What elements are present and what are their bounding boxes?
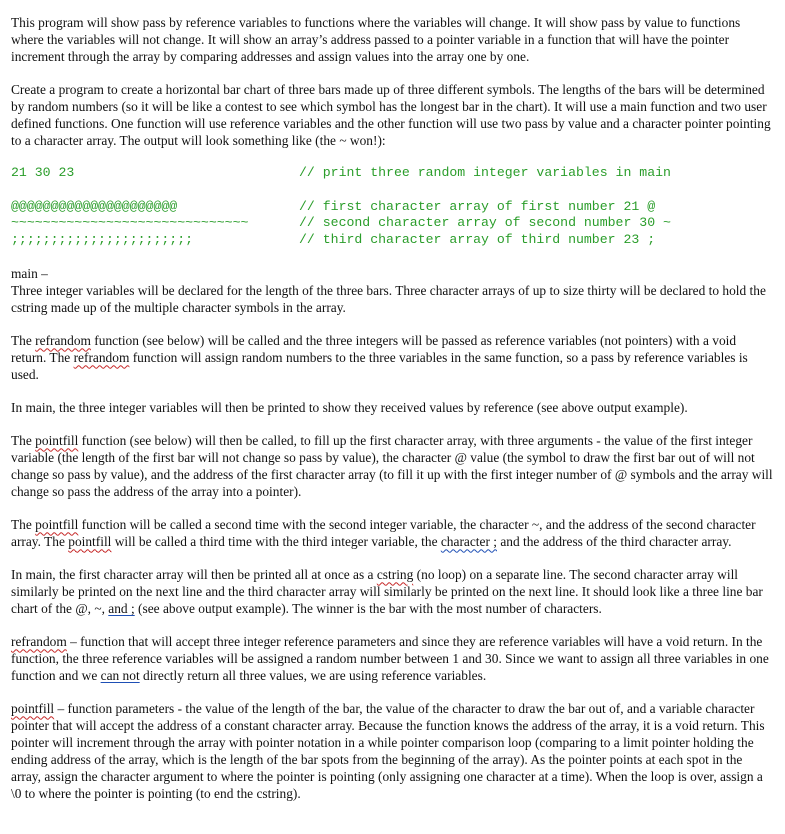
spell-flag: cstring [376,567,414,583]
random-numbers: 21 30 23 [11,165,75,180]
spell-flag: refrandom [35,333,91,349]
spell-flag: pointfill [35,433,79,449]
spell-flag: refrandom [11,634,67,650]
code-line-numbers [11,165,773,182]
pointfill-second-call-paragraph: The pointfill function will be called a second time with the second integer variable, the character ~, and the address of the second character array. The pointfill will be called a third time with the third integer variable, the character ; and the address of the third character array. [11,517,756,550]
output-example [11,165,773,248]
document-body [11,14,773,818]
grammar-flag: character ; [440,534,497,550]
bar-tilde: ~~~~~~~~~~~~~~~~~~~~~~~~~~~~~~ [11,215,249,231]
pointfill-definition: pointfill – function parameters - the value of the length of the bar, the value of the character to draw the bar out of, and a variable character pointer that will accept the address of a constant character array. Because the function knows the address of the array, it is a void return. This pointer will increment through the array with pointer notation in a while pointer comparison loop (comparing to a limit pointer holding the ending address of the array, which is the length of the bar spots from the beginning of the array). As the pointer points at each spot in the array, assign the character argument to where the pointer is pointing (only assigning one character at a time). When the loop is over, assign a \0 to where the pointer is pointing (to end the cstring). [11,701,765,802]
bar-at: @@@@@@@@@@@@@@@@@@@@@ [11,198,178,214]
grammar-flag: and ; [108,601,135,617]
grammar-flag: can not [100,668,140,684]
pointfill-first-call-paragraph: The pointfill function (see below) will then be called, to fill up the first character array, with three arguments - the value of the first integer variable (the length of the first bar will not change so pass by value), the character @ value (the symbol to draw the first bar out of will not change so pass by value), and the address of the first character array (to fill it up with the first integer number of @ symbols and the array will change so pass the address of the array into a pointer). [11,433,773,500]
main-paragraph: Three integer variables will be declared for the length of the three bars. Three character arrays of up to size thirty will be declared to hold the cstring made up of the multiple character symbols in the array. [11,283,766,316]
code-comment: // print three random integer variables in main [299,165,671,180]
code-comment: // first character array of first number 21 @ [299,198,656,214]
spell-flag: pointfill [68,534,112,550]
refrandom-definition: refrandom – function that will accept three integer reference parameters and since they are reference variables will have a void return. In the function, the three reference variables will be assigned a random number between 1 and 30. Since we want to assign all three variables in one function and we can not directly return all three values, we are using reference variables. [11,634,769,684]
spell-flag: pointfill [35,517,79,533]
code-comment: // third character array of third number 23 ; [299,231,656,247]
refrandom-call-paragraph: The refrandom function (see below) will be called and the three integers will be passed as reference variables (not pointers) with a void return. The refrandom function will assign random numbers to the three variables in the same function, so a pass by reference variables is used. [11,333,748,383]
intro-paragraph: This program will show pass by reference variables to functions where the variables will change. It will show pass by value to functions where the variables will not change. It will show an array’s address passed to a pointer variable in a function that will have the pointer increment through the array by comparing addresses and assign values into the array one by one. [11,15,741,64]
code-line-bar-tilde [11,215,773,232]
task-paragraph: Create a program to create a horizontal bar chart of three bars made up of three different symbols. The lengths of the bars will be determined by random numbers (so it will be like a contest to see which symbol has the longest bar in the chart). It will use a main function and two user defined functions. One function will use reference variables and the other function will use two pass by value and a character pointer pointing to a character array. The output will look something like (the ~ won!): [11,82,771,148]
print-paragraph: In main, the three integer variables will then be printed to show they received values by reference (see above output example). [11,400,688,416]
code-comment: // second character array of second number 30 ~ [299,215,671,231]
cstring-print-paragraph: In main, the first character array will then be printed all at once as a cstring (no loop) on a separate line. The second character array will similarly be printed on the next line and the third character array will similarly be printed on the next line. It should look like a three line bar chart of the @, ~, and ; (see above output example). The winner is the bar with the most number of characters. [11,567,763,617]
code-line-bar-semicolon [11,232,773,249]
spell-flag: pointfill [11,701,55,717]
bar-semicolon: ;;;;;;;;;;;;;;;;;;;;;;; [11,231,194,247]
main-heading: main – [11,266,48,282]
spell-flag: refrandom [73,350,130,366]
code-line-bar-at [11,199,773,216]
